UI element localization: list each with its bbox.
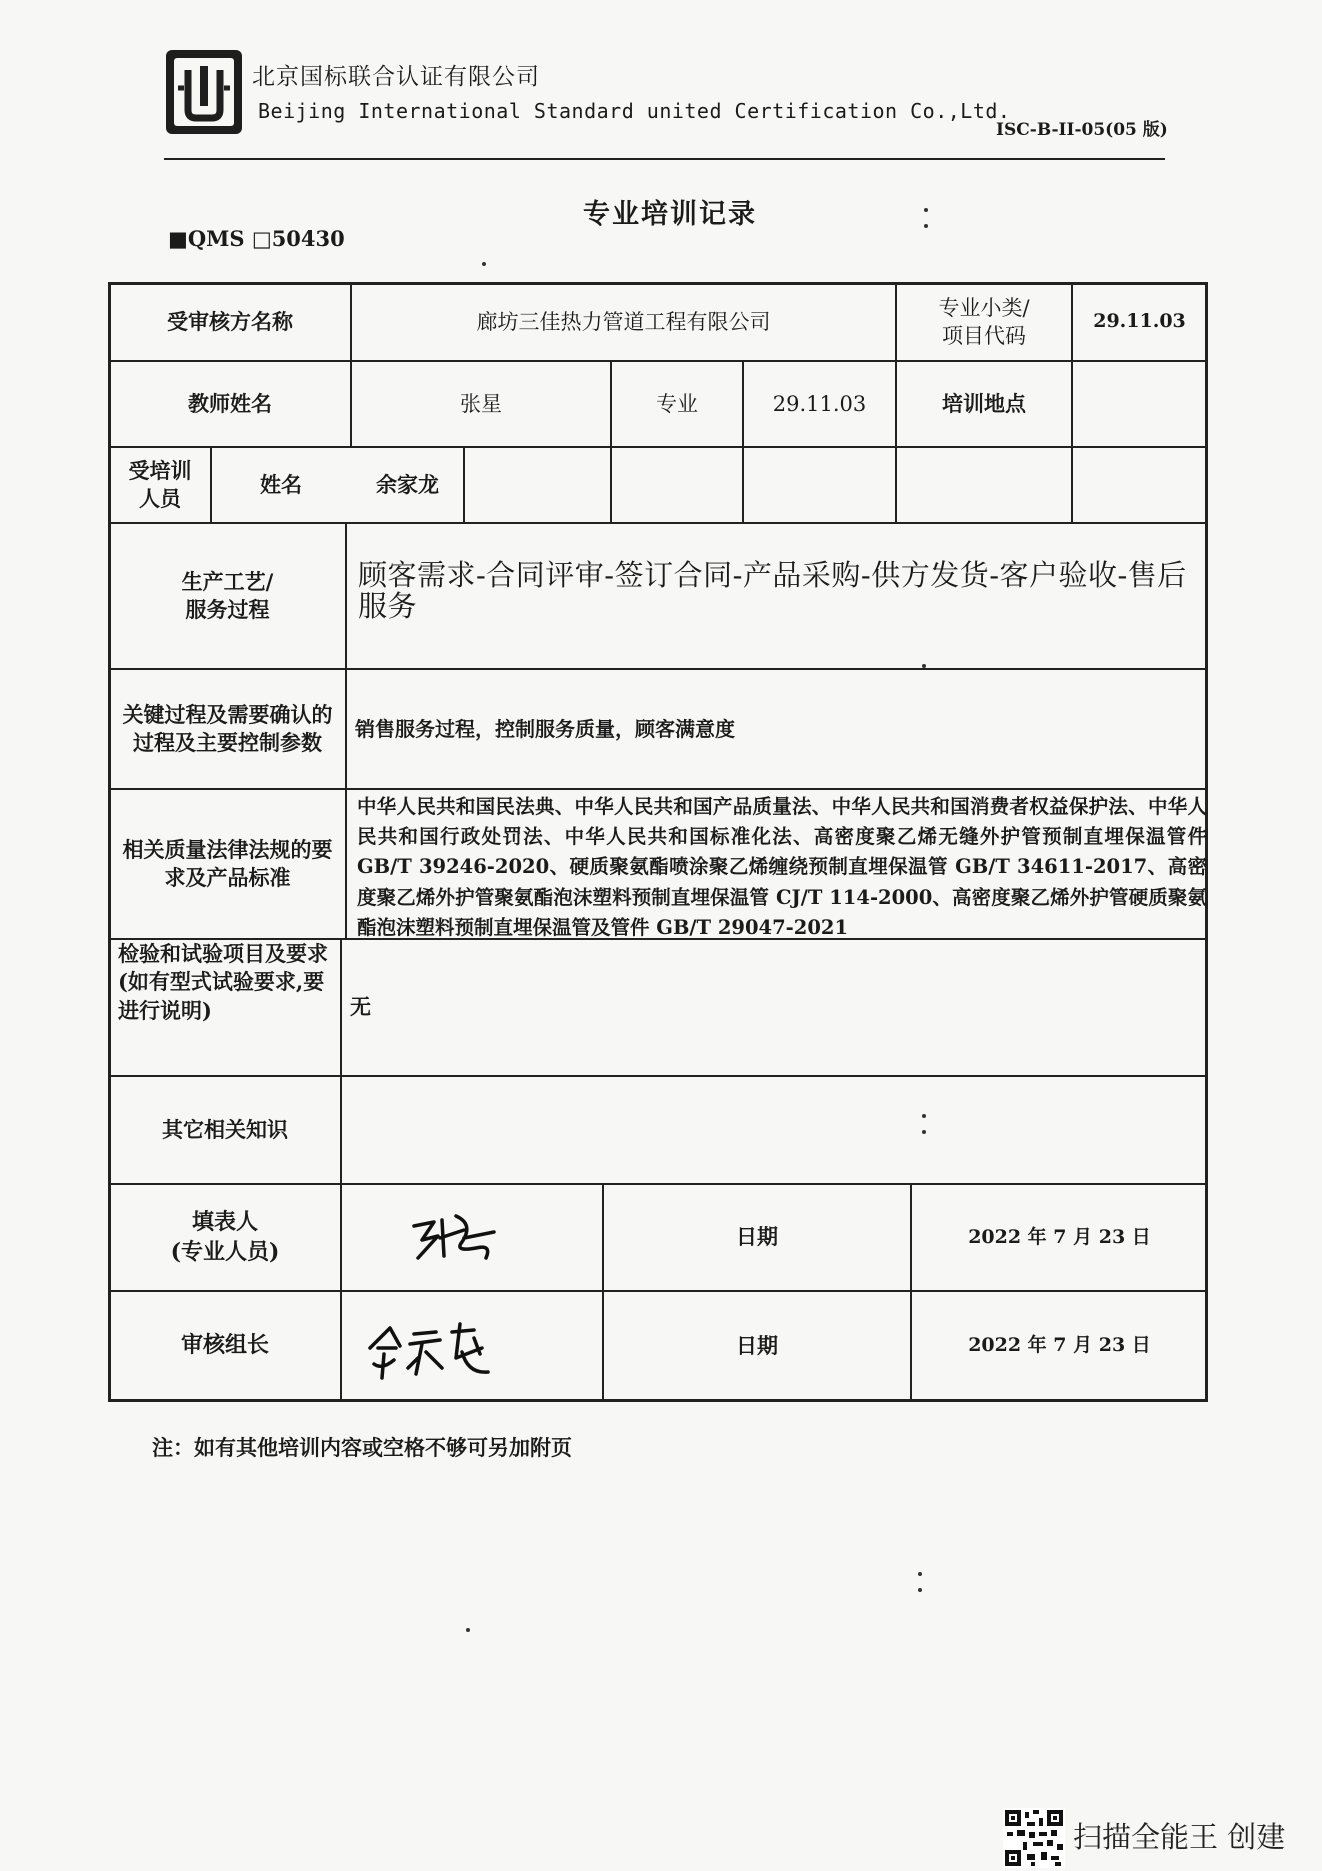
teacher-value: 张星 <box>460 391 502 416</box>
key-process-label <box>110 670 345 788</box>
header-rule <box>164 158 1165 160</box>
company-name-cn: 北京国标联合认证有限公司 <box>252 64 540 90</box>
trainee-label <box>110 448 210 522</box>
name-label: 姓名 <box>260 471 302 497</box>
filler-signature <box>404 1208 504 1268</box>
laws-label-line2: 求及产品标准 <box>164 865 291 890</box>
inspection-label <box>110 940 340 1075</box>
filler-signature-icon <box>404 1208 504 1268</box>
key-process-value: 销售服务过程，控制服务质量，顾客满意度 <box>355 716 735 741</box>
inspection-value: 无 <box>350 994 371 1020</box>
code-label-line2: 项目代码 <box>942 324 1026 348</box>
laws-value: 中华人民共和国民法典、中华人民共和国产品质量法、中华人民共和国消费者权益保护法、中华人民共和国行政处罚法、中华人民共和国标准化法、高密度聚乙烯无缝外护管预制直埋保温管件 GB/T 39246-2020、硬质聚氨酯喷涂聚乙烯缠绕预制直埋保温管 GB/T 34611-2017、高密度聚乙烯外护管聚氨酯泡沫塑料预制直埋保温管 CJ/T 114-2000、高密度聚乙烯外护管硬质聚氨酯泡沫塑料预制直埋保温管及管件 GB/T 29047-2021 <box>357 795 1207 939</box>
leader-date: 2022 年 7 月 23 日 <box>968 1334 1151 1357</box>
trainee-name: 余家龙 <box>376 471 439 497</box>
column-divider <box>463 446 465 522</box>
filler-label <box>110 1185 340 1290</box>
major-value: 29.11.03 <box>772 391 867 416</box>
document-title: 专业培训记录 <box>583 199 757 230</box>
key-process-label-line2: 过程及主要控制参数 <box>133 730 322 755</box>
location-label: 培训地点 <box>942 390 1026 416</box>
filler-label-line2: (专业人员) <box>170 1238 280 1265</box>
scheme-checkboxes: ■QMS □50430 <box>168 226 345 251</box>
auditee-value: 廊坊三佳热力管道工程有限公司 <box>476 309 771 334</box>
scan-speck <box>918 1572 922 1576</box>
scan-speck <box>924 208 928 212</box>
qr-code-icon <box>1003 1808 1065 1868</box>
form-code: ISC-B-II-05(05 版) <box>996 120 1168 140</box>
scan-speck <box>482 262 486 266</box>
laws-label-line1: 相关质量法律法规的要 <box>122 836 333 862</box>
process-label-line2: 服务过程 <box>185 597 270 622</box>
inspection-label-line3: 进行说明) <box>118 997 212 1023</box>
scan-speck <box>922 664 926 668</box>
filler-label-line1: 填表人 <box>191 1208 258 1235</box>
scan-speck <box>922 1130 926 1134</box>
scan-speck <box>922 1114 926 1118</box>
leader-signature <box>364 1318 494 1384</box>
leader-label: 审核组长 <box>180 1332 269 1359</box>
scan-speck <box>918 1588 922 1592</box>
other-label: 其它相关知识 <box>162 1116 288 1142</box>
location-value <box>1073 362 1206 446</box>
trainee-label-line2: 人员 <box>139 486 181 511</box>
scanner-watermark: 扫描全能王 创建 <box>1073 1820 1286 1854</box>
scan-speck <box>924 224 928 228</box>
company-logo-icon <box>164 48 244 136</box>
process-label-line1: 生产工艺/ <box>181 568 274 594</box>
inspection-label-line1: 检验和试验项目及要求 <box>118 941 328 966</box>
filler-date-label: 日期 <box>736 1224 778 1250</box>
inspection-label-line2: (如有型式试验要求,要 <box>118 969 325 995</box>
code-label-line1: 专业小类/ <box>938 295 1030 320</box>
code-value: 29.11.03 <box>1093 310 1186 333</box>
leader-date-label: 日期 <box>736 1332 778 1358</box>
major-label: 专业 <box>656 391 698 416</box>
leader-signature-icon <box>364 1318 494 1384</box>
code-label <box>897 284 1071 360</box>
filler-date: 2022 年 7 月 23 日 <box>968 1225 1151 1248</box>
teacher-label: 教师姓名 <box>188 390 272 416</box>
process-value: 顾客需求-合同评审-签订合同-产品采购-供方发货-客户验收-售后服务 <box>358 558 1187 624</box>
key-process-label-line1: 关键过程及需要确认的 <box>122 701 333 727</box>
laws-label <box>110 790 345 938</box>
process-label <box>110 524 345 668</box>
auditee-label: 受审核方名称 <box>167 308 293 334</box>
other-value <box>342 1077 1207 1183</box>
trainee-label-line1: 受培训 <box>128 457 192 483</box>
scan-speck <box>466 1628 470 1632</box>
company-name-en: Beijing International Standard united Certification Co.,Ltd. <box>258 99 1011 123</box>
footer-note: 注：如有其他培训内容或空格不够可另加附页 <box>152 1435 572 1460</box>
